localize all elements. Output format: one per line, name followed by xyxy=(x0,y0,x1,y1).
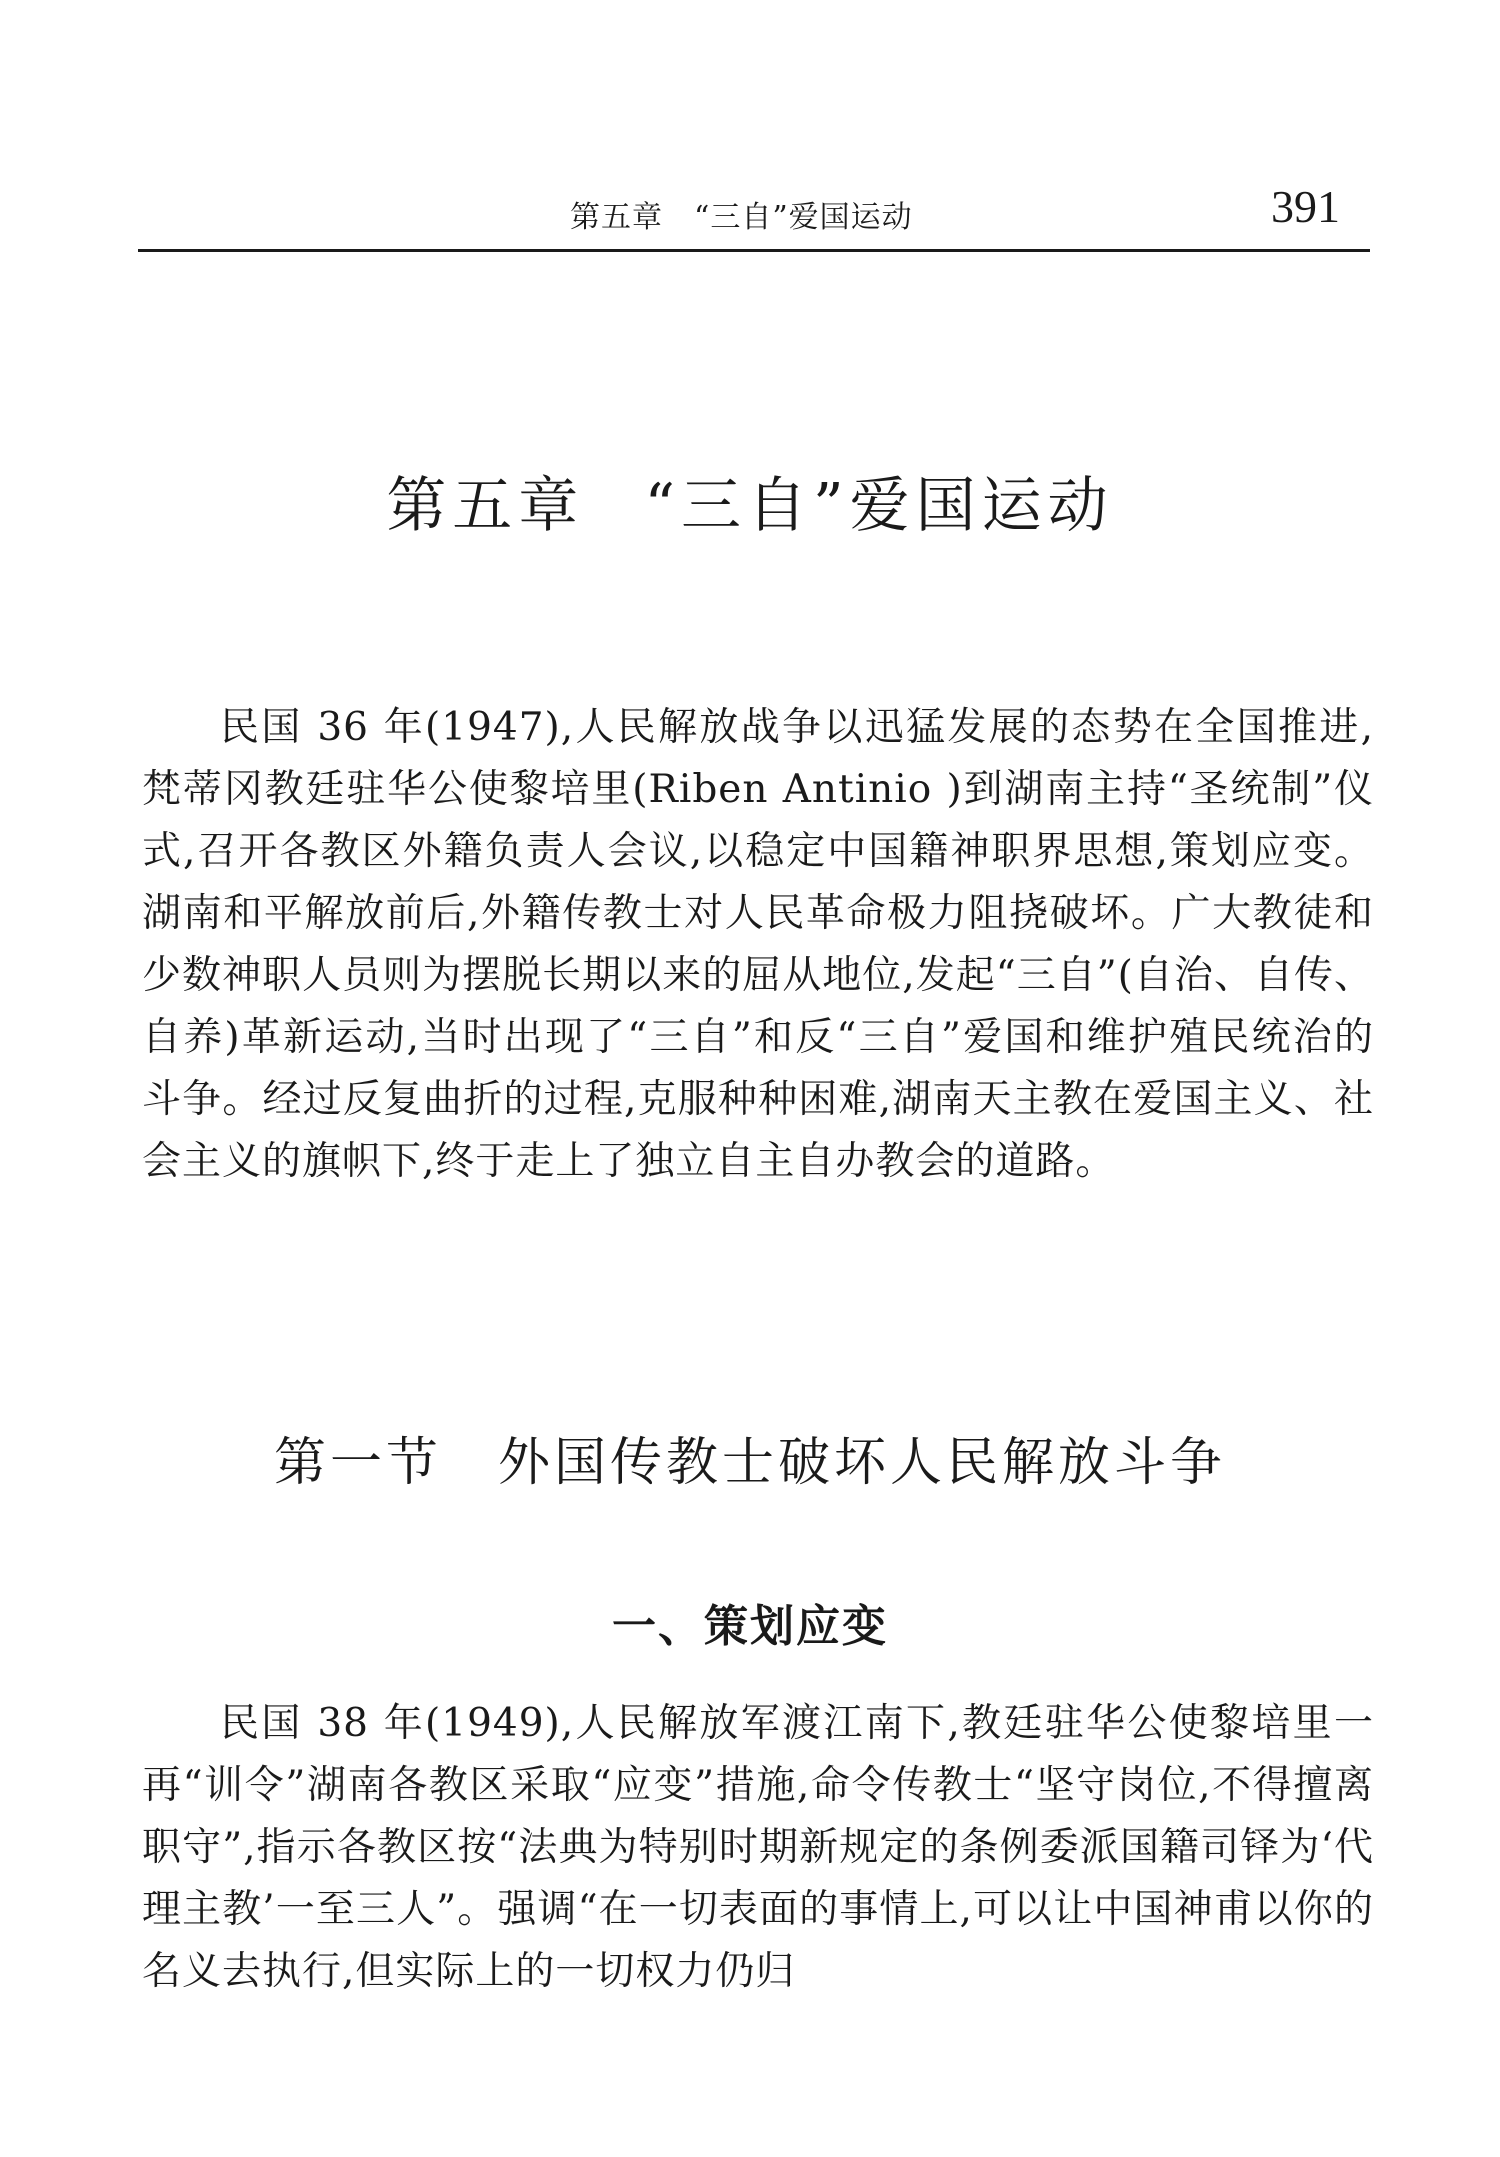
subsection-title: 一、策划应变 xyxy=(612,1601,888,1652)
chapter-title xyxy=(0,458,1500,544)
intro-paragraph: 民国 36 年(1947),人民解放战争以迅猛发展的态势在全国推进,梵蒂冈教廷驻华公使黎培里(Riben Antinio )到湖南主持“圣统制”仪式,召开各教区外籍负责人会议,以稳定中国籍神职界思想,策划应变。湖南和平解放前后,外籍传教士对人民革命极力阻挠破坏。广大教徒和少数神职人员则为摆脱长期以来的屈从地位,发起“三自”(自治、自传、自养)革新运动,当时出现了“三自”和反“三自”爱国和维护殖民统治的斗争。经过反复曲折的过程,克服种种困难,湖南天主教在爱国主义、社会主义的旗帜下,终于走上了独立自主自办教会的道路。 xyxy=(142,705,1374,1184)
chapter-number: 第五章 xyxy=(386,471,585,541)
section-title xyxy=(0,1420,1500,1495)
page-number: 391 xyxy=(1271,181,1340,232)
chapter-name: “三自”爱国运动 xyxy=(644,471,1114,541)
section-name: 外国传教士破坏人民解放斗争 xyxy=(498,1433,1227,1493)
section-number: 第一节 xyxy=(273,1433,442,1493)
running-title: 第五章 “三自”爱国运动 xyxy=(570,200,913,235)
header-rule xyxy=(138,249,1370,252)
running-header xyxy=(138,178,1370,248)
body-paragraph: 民国 38 年(1949),人民解放军渡江南下,教廷驻华公使黎培里一再“训令”湖南各教区采取“应变”措施,命令传教士“坚守岗位,不得擅离职守”,指示各教区按“法典为特别时期新规定的条例委派国籍司铎为‘代理主教’一至三人”。强调“在一切表面的事情上,可以让中国神甫以你的名义去执行,但实际上的一切权力仍归 xyxy=(142,1701,1374,1994)
